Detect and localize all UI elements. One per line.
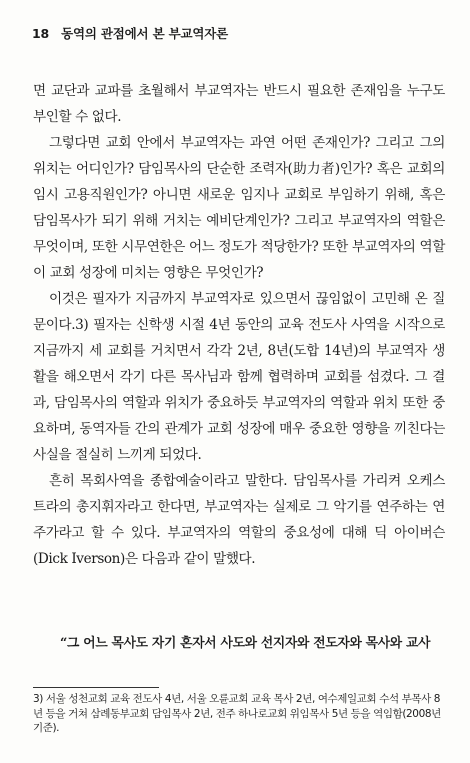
paragraph-4: 흔히 목회사역을 종합예술이라고 말한다. 담임목사를 가리켜 오케스트라의 총지휘자라고 한다면, 부교역자는 실제로 그 악기를 연주하는 연주가라고 할 수 있다. 부교역자의 역할의 중요성에 대해 딕 아이버슨(Dick Iverson)은 다음과 같이 말했다.: [33, 473, 445, 567]
block-quote: “그 어느 목사도 자기 혼자서 사도와 선지자와 전도자와 목사와 교사: [60, 636, 431, 651]
body-text: [33, 78, 445, 572]
page-number: 18: [32, 26, 49, 41]
footnote: 3) 서울 성천교회 교육 전도사 4년, 서울 오륜교회 교육 목사 2년, 여수제일교회 수석 부목사 8년 등을 거쳐 삼례동부교회 담임목사 2년, 전주 하나로교회 위임목사 5년 등을 역임함(2008년 기준).: [33, 693, 441, 734]
paragraph-3: 이것은 필자가 지금까지 부교역자로 있으면서 끊임없이 고민해 온 질문이다.3) 필자는 신학생 시절 4년 동안의 교육 전도사 사역을 시작으로 지금까지 세 교회를 거치면서 각각 2년, 8년(도합 14년)의 부교역자 생활을 해오면서 각기 다른 목사님과 함께 협력하며 교회를 섬겼다. 그 결과, 담임목사의 역할과 위치가 중요하듯 부교역자의 역할과 위치 또한 중요하며, 동역자들 간의 관계가 교회 성장에 매우 중요한 영향을 끼친다는 사실을 절실히 느끼게 되었다.: [33, 291, 445, 463]
footnote-divider: [33, 687, 159, 688]
running-header: [32, 24, 228, 42]
running-title: 동역의 관점에서 본 부교역자론: [61, 26, 228, 41]
paragraph-2: 그렇다면 교회 안에서 부교역자는 과연 어떤 존재인가? 그리고 그의 위치는 어디인가? 담임목사의 단순한 조력자(助力者)인가? 혹은 교회의 임시 고용직원인가? 아니면 새로운 임지나 교회로 부임하기 위해, 혹은 담임목사가 되기 위해 거치는 예비단계인가? 그리고 부교역자의 역할은 무엇이며, 또한 시무연한은 어느 정도가 적당한가? 또한 부교역자의 역할이 교회 성장에 미치는 영향은 무엇인가?: [33, 135, 445, 281]
paragraph-1: 면 교단과 교파를 초월해서 부교역자는 반드시 필요한 존재임을 누구도 부인할 수 없다.: [33, 83, 445, 125]
